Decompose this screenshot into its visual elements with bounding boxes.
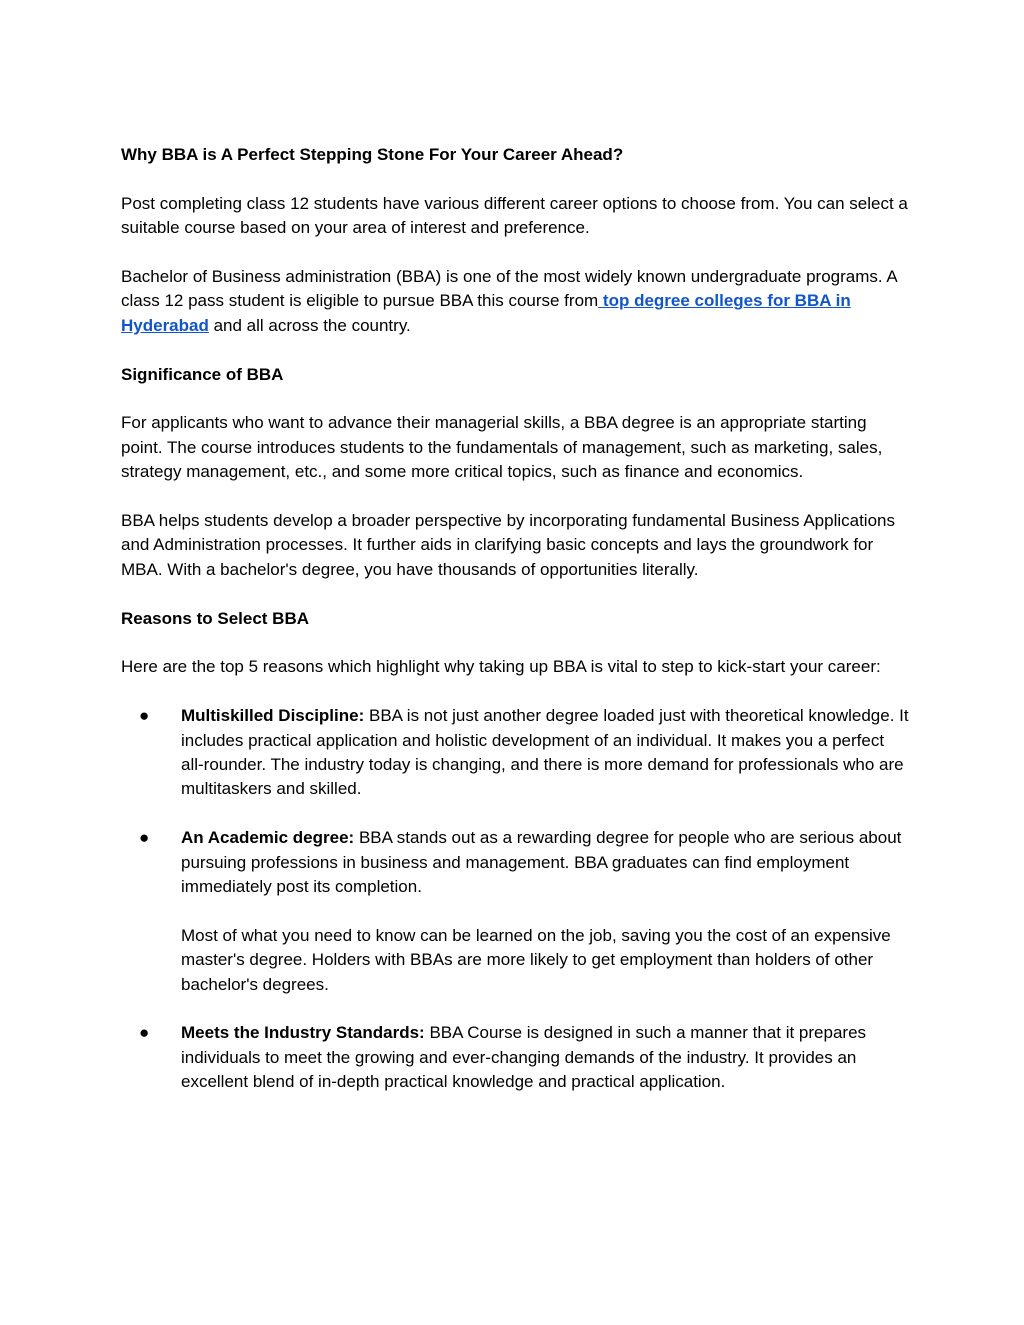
- significance-paragraph-1: For applicants who want to advance their managerial skills, a BBA degree is an appropriate starting point. The course introduces students to the fundamentals of management, such as marketing, sales, strategy management, etc., and some more critical topics, such as finance and economics.: [121, 413, 883, 482]
- significance-heading: Significance of BBA: [121, 364, 284, 384]
- reasons-intro: Here are the top 5 reasons which highlight why taking up BBA is vital to step to kick-start your career:: [121, 657, 881, 677]
- bba-paragraph: [121, 265, 911, 338]
- bullet-icon: ●: [139, 1023, 150, 1043]
- bullet-icon: ●: [139, 828, 150, 848]
- reason-term: Meets the Industry Standards:: [181, 1023, 425, 1043]
- article-body: [121, 143, 911, 1119]
- article-title: Why BBA is A Perfect Stepping Stone For Your Career Ahead?: [121, 145, 624, 164]
- bullet-icon: ●: [139, 706, 150, 726]
- reasons-list: [121, 704, 911, 1094]
- significance-paragraph-2: BBA helps students develop a broader perspective by incorporating fundamental Business Applications and Administration processes. It further aids in clarifying basic concepts and lays the groundwork for MBA. With a bachelor's degree, you have thousands of opportunities literally.: [121, 511, 895, 579]
- colleges-link[interactable]: top degree colleges for BBA in Hyderabad: [121, 291, 851, 335]
- reason-text: BBA stands out as a rewarding degree for people who are serious about pursuing professions in business and management. BBA graduates can find employment immediately post its completion.: [181, 828, 902, 897]
- list-item: [121, 1021, 911, 1094]
- list-item: [121, 826, 911, 997]
- reasons-heading: Reasons to Select BBA: [121, 608, 309, 628]
- bba-paragraph-text: Bachelor of Business administration (BBA) is one of the most widely known undergraduate programs. A class 12 pass student is eligible to pursue BBA this course from: [121, 267, 897, 311]
- reason-text: BBA is not just another degree loaded just with theoretical knowledge. It includes practical application and holistic development of an individual. It makes you a perfect all-rounder. The industry today is changing, and there is more demand for professionals who are multitaskers and skilled.: [181, 706, 909, 799]
- intro-paragraph: Post completing class 12 students have various different career options to choose from. You can select a suitable course based on your area of interest and preference.: [121, 193, 908, 238]
- reason-term: Multiskilled Discipline:: [181, 706, 365, 726]
- list-item: [121, 704, 911, 802]
- reason-extra-paragraph: Most of what you need to know can be learned on the job, saving you the cost of an expensive master's degree. Holders with BBAs are more likely to get employment than holders of other bachelor's degrees.: [181, 925, 891, 994]
- reason-term: An Academic degree:: [181, 828, 355, 848]
- bba-paragraph-tail: and all across the country.: [208, 315, 411, 335]
- reason-text: BBA Course is designed in such a manner that it prepares individuals to meet the growing and ever-changing demands of the industry. It provides an excellent blend of in-depth practical knowledge and practical application.: [181, 1023, 867, 1092]
